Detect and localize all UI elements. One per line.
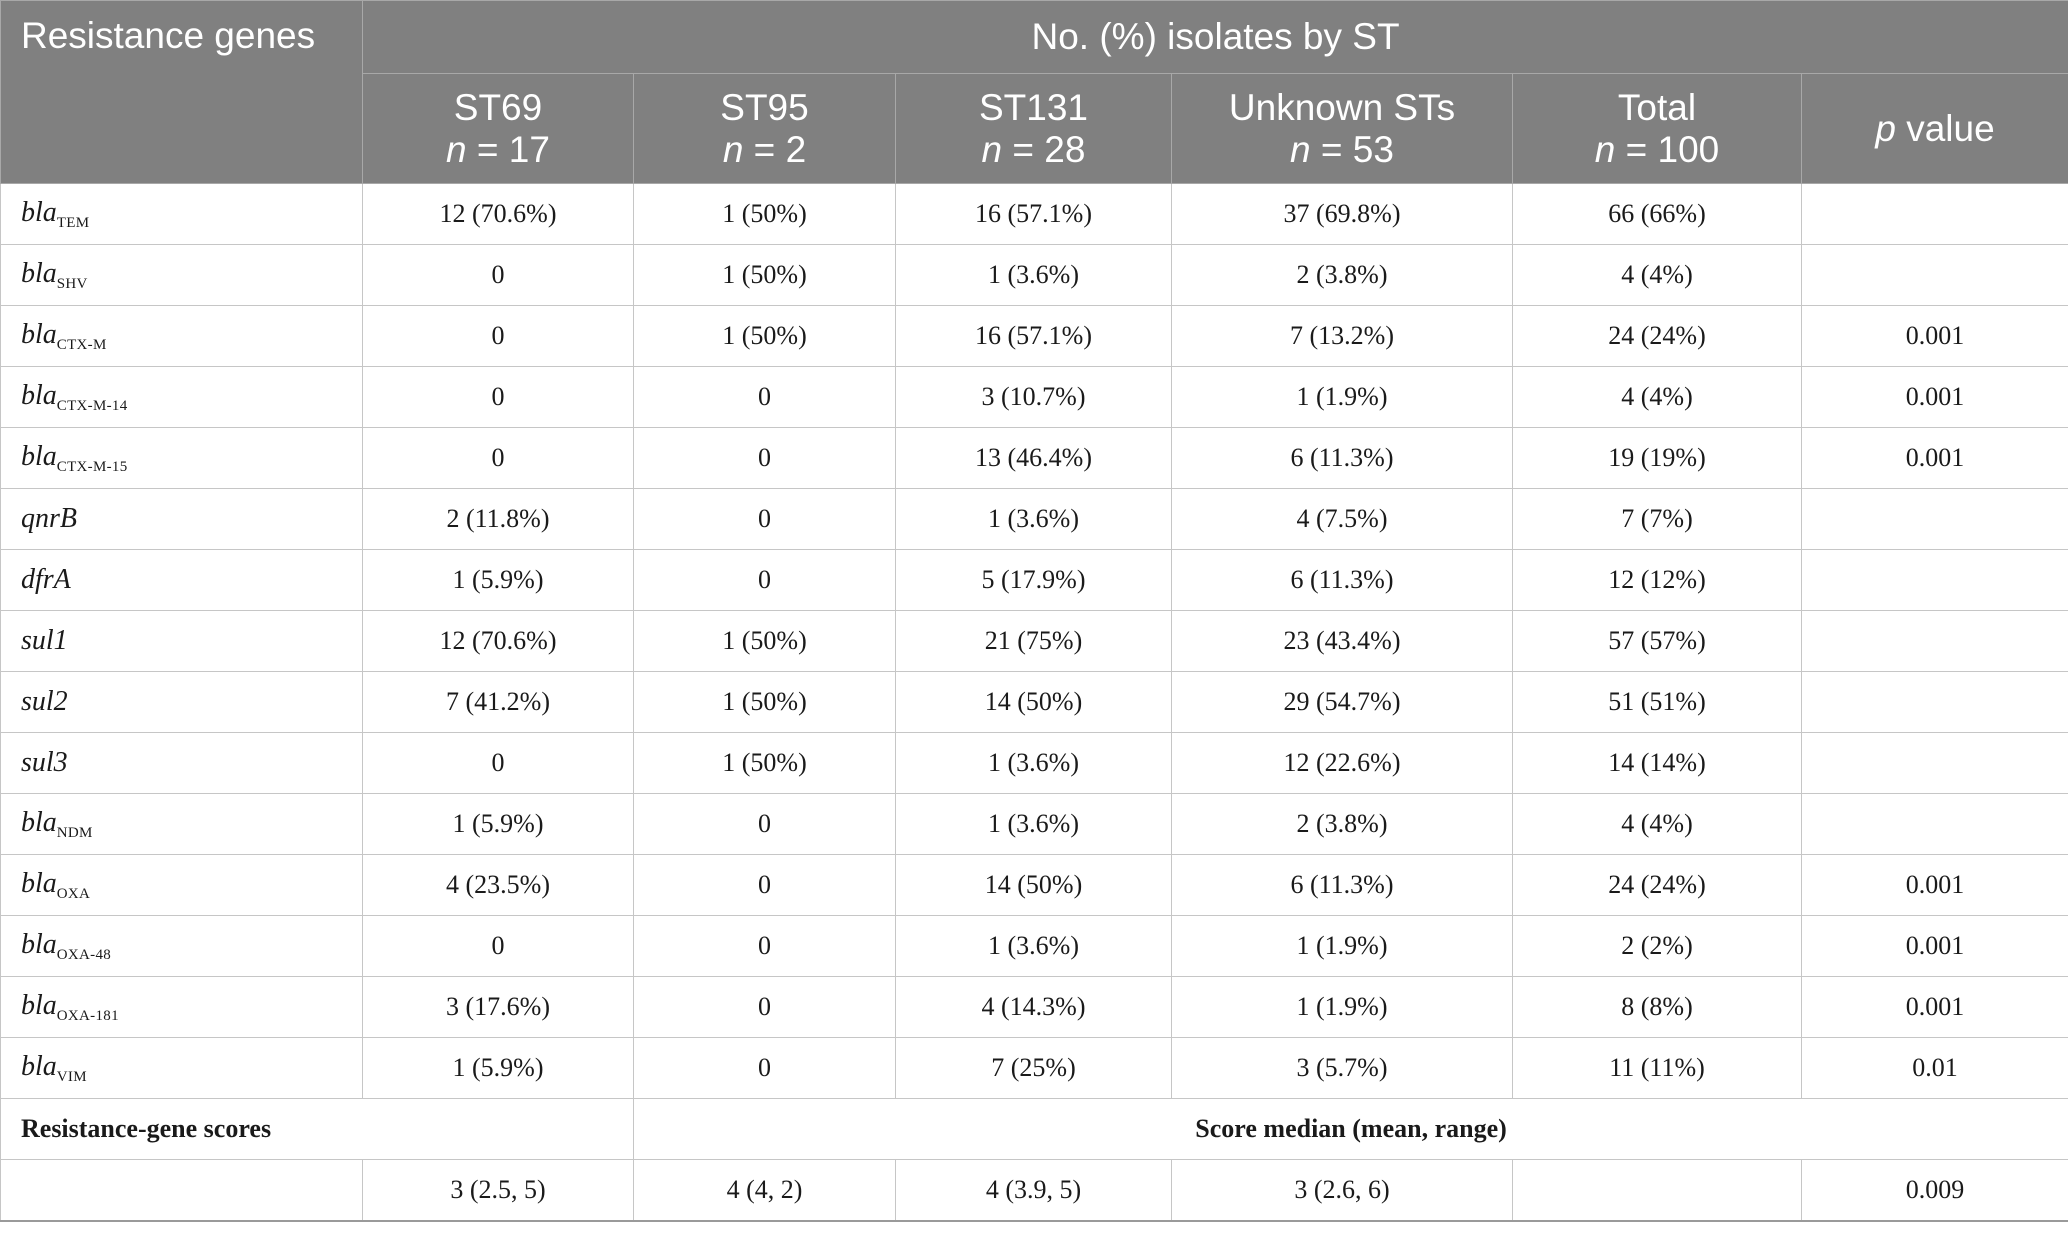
score-median-label: Score median (mean, range) (634, 1099, 2068, 1160)
cell-p-value (1802, 611, 2068, 672)
cell-unknown-sts: 37 (69.8%) (1172, 184, 1513, 245)
cell-st131: 21 (75%) (896, 611, 1172, 672)
cell-unknown-sts: 23 (43.4%) (1172, 611, 1513, 672)
score-cell-label (1, 1160, 363, 1222)
gene-name-cell (1, 855, 363, 916)
cell-st69: 12 (70.6%) (363, 611, 634, 672)
score-cell-st69: 3 (2.5, 5) (363, 1160, 634, 1222)
cell-total: 8 (8%) (1513, 977, 1802, 1038)
gene-name: bla (21, 196, 57, 228)
gene-subscript: OXA-181 (56, 1007, 119, 1024)
gene-name-cell (1, 306, 363, 367)
cell-st69: 0 (363, 367, 634, 428)
gene-name: sul3 (21, 747, 68, 778)
cell-p-value (1802, 733, 2068, 794)
score-cell-st95: 4 (4, 2) (634, 1160, 896, 1222)
cell-unknown-sts: 3 (5.7%) (1172, 1038, 1513, 1099)
cell-st95: 1 (50%) (634, 184, 896, 245)
col-header-n: n = 2 (722, 128, 807, 170)
cell-total: 19 (19%) (1513, 428, 1802, 489)
cell-total: 2 (2%) (1513, 916, 1802, 977)
cell-total: 4 (4%) (1513, 367, 1802, 428)
gene-name: sul1 (21, 625, 68, 656)
cell-total: 7 (7%) (1513, 489, 1802, 550)
scores-label-row (1, 1099, 2068, 1160)
cell-st131: 14 (50%) (896, 672, 1172, 733)
gene-name-cell (1, 672, 363, 733)
cell-unknown-sts: 29 (54.7%) (1172, 672, 1513, 733)
table-row (1, 977, 2068, 1038)
gene-subscript: VIM (56, 1068, 87, 1085)
cell-p-value: 0.001 (1802, 306, 2068, 367)
cell-unknown-sts: 4 (7.5%) (1172, 489, 1513, 550)
col-header-name: Unknown STs (1228, 86, 1456, 128)
col-header-n: n = 100 (1594, 128, 1720, 170)
cell-total: 11 (11%) (1513, 1038, 1802, 1099)
gene-name-cell (1, 977, 363, 1038)
gene-subscript: NDM (56, 824, 93, 841)
col-header-name: ST131 (978, 86, 1088, 128)
gene-name-cell (1, 245, 363, 306)
table-row (1, 184, 2068, 245)
cell-unknown-sts: 2 (3.8%) (1172, 794, 1513, 855)
cell-st131: 5 (17.9%) (896, 550, 1172, 611)
gene-name: bla (21, 989, 57, 1021)
cell-st95: 1 (50%) (634, 245, 896, 306)
gene-name-cell (1, 794, 363, 855)
table-row (1, 1038, 2068, 1099)
cell-unknown-sts: 2 (3.8%) (1172, 245, 1513, 306)
cell-st69: 1 (5.9%) (363, 1038, 634, 1099)
table-row (1, 916, 2068, 977)
cell-st95: 0 (634, 489, 896, 550)
cell-st131: 16 (57.1%) (896, 306, 1172, 367)
table-row (1, 611, 2068, 672)
gene-name: bla (21, 440, 57, 472)
header-row-1 (1, 1, 2068, 74)
gene-name-cell (1, 733, 363, 794)
cell-st131: 1 (3.6%) (896, 489, 1172, 550)
gene-subscript: OXA (56, 885, 91, 902)
cell-st69: 4 (23.5%) (363, 855, 634, 916)
cell-p-value: 0.01 (1802, 1038, 2068, 1099)
table-body (1, 184, 2068, 1222)
cell-unknown-sts: 6 (11.3%) (1172, 550, 1513, 611)
cell-unknown-sts: 1 (1.9%) (1172, 977, 1513, 1038)
gene-name: sul2 (21, 686, 68, 717)
col-header-n: n = 17 (446, 128, 550, 170)
gene-subscript: CTX-M-14 (56, 397, 128, 414)
table-header (1, 1, 2068, 184)
cell-unknown-sts: 6 (11.3%) (1172, 428, 1513, 489)
cell-st95: 0 (634, 855, 896, 916)
table-row (1, 733, 2068, 794)
cell-p-value (1802, 672, 2068, 733)
gene-name: bla (21, 318, 57, 350)
col-header-st131 (896, 74, 1172, 184)
gene-name: bla (21, 379, 57, 411)
cell-p-value (1802, 489, 2068, 550)
table-row (1, 550, 2068, 611)
col-header-name: ST95 (720, 86, 809, 128)
col-header-st95 (634, 74, 896, 184)
table-row (1, 428, 2068, 489)
isolates-by-st-header: No. (%) isolates by ST (363, 1, 2068, 74)
gene-subscript: OXA-48 (56, 946, 112, 963)
cell-st69: 1 (5.9%) (363, 794, 634, 855)
cell-total: 51 (51%) (1513, 672, 1802, 733)
cell-st95: 0 (634, 428, 896, 489)
gene-name: bla (21, 257, 57, 289)
cell-st69: 0 (363, 245, 634, 306)
gene-name-cell (1, 1038, 363, 1099)
cell-st131: 1 (3.6%) (896, 733, 1172, 794)
cell-st131: 1 (3.6%) (896, 794, 1172, 855)
score-cell-p-value: 0.009 (1802, 1160, 2068, 1222)
table-row (1, 306, 2068, 367)
cell-st131: 13 (46.4%) (896, 428, 1172, 489)
gene-subscript: SHV (56, 275, 88, 292)
gene-subscript: CTX-M-15 (56, 458, 128, 475)
table-row (1, 489, 2068, 550)
gene-name-cell (1, 489, 363, 550)
cell-st95: 0 (634, 794, 896, 855)
cell-st95: 1 (50%) (634, 733, 896, 794)
gene-name: bla (21, 928, 57, 960)
cell-total: 24 (24%) (1513, 306, 1802, 367)
cell-st69: 0 (363, 306, 634, 367)
cell-st69: 1 (5.9%) (363, 550, 634, 611)
cell-st69: 0 (363, 916, 634, 977)
cell-p-value (1802, 245, 2068, 306)
col-header-n: n = 28 (981, 128, 1086, 170)
cell-total: 4 (4%) (1513, 245, 1802, 306)
cell-st95: 0 (634, 916, 896, 977)
cell-unknown-sts: 1 (1.9%) (1172, 916, 1513, 977)
resistance-gene-scores-label: Resistance-gene scores (1, 1099, 634, 1160)
cell-st95: 0 (634, 977, 896, 1038)
gene-name-cell (1, 550, 363, 611)
gene-name-cell (1, 367, 363, 428)
col-header-name: Total (1617, 86, 1697, 128)
gene-name: bla (21, 867, 57, 899)
col-header-st69 (363, 74, 634, 184)
cell-total: 24 (24%) (1513, 855, 1802, 916)
score-cell-unknown-sts: 3 (2.6, 6) (1172, 1160, 1513, 1222)
cell-st95: 0 (634, 367, 896, 428)
cell-st131: 4 (14.3%) (896, 977, 1172, 1038)
table-row (1, 245, 2068, 306)
table-row (1, 672, 2068, 733)
table-row (1, 855, 2068, 916)
gene-name-cell (1, 184, 363, 245)
cell-unknown-sts: 6 (11.3%) (1172, 855, 1513, 916)
cell-st95: 0 (634, 550, 896, 611)
cell-st69: 7 (41.2%) (363, 672, 634, 733)
gene-name: bla (21, 1050, 57, 1082)
cell-unknown-sts: 12 (22.6%) (1172, 733, 1513, 794)
cell-st95: 1 (50%) (634, 306, 896, 367)
cell-unknown-sts: 7 (13.2%) (1172, 306, 1513, 367)
cell-st69: 12 (70.6%) (363, 184, 634, 245)
cell-total: 4 (4%) (1513, 794, 1802, 855)
gene-name: qnrB (21, 503, 77, 534)
col-header-unknown-sts (1172, 74, 1513, 184)
col-header-total (1513, 74, 1802, 184)
cell-st69: 0 (363, 733, 634, 794)
gene-subscript: TEM (56, 214, 90, 231)
cell-total: 14 (14%) (1513, 733, 1802, 794)
col-header-p-value: p value (1802, 74, 2068, 184)
cell-st131: 7 (25%) (896, 1038, 1172, 1099)
cell-p-value: 0.001 (1802, 855, 2068, 916)
table-row (1, 794, 2068, 855)
cell-p-value: 0.001 (1802, 367, 2068, 428)
cell-st95: 1 (50%) (634, 611, 896, 672)
cell-st95: 1 (50%) (634, 672, 896, 733)
scores-values-row (1, 1160, 2068, 1222)
cell-st131: 1 (3.6%) (896, 916, 1172, 977)
table-row (1, 367, 2068, 428)
cell-total: 66 (66%) (1513, 184, 1802, 245)
col-header-n: n = 53 (1290, 128, 1394, 170)
cell-p-value: 0.001 (1802, 916, 2068, 977)
gene-name: dfrA (21, 564, 71, 595)
cell-st131: 1 (3.6%) (896, 245, 1172, 306)
gene-name-cell (1, 916, 363, 977)
score-cell-st131: 4 (3.9, 5) (896, 1160, 1172, 1222)
cell-st131: 3 (10.7%) (896, 367, 1172, 428)
cell-total: 57 (57%) (1513, 611, 1802, 672)
cell-unknown-sts: 1 (1.9%) (1172, 367, 1513, 428)
cell-st131: 14 (50%) (896, 855, 1172, 916)
gene-name-cell (1, 428, 363, 489)
cell-st69: 2 (11.8%) (363, 489, 634, 550)
cell-st95: 0 (634, 1038, 896, 1099)
gene-subscript: CTX-M (56, 336, 107, 353)
cell-p-value: 0.001 (1802, 977, 2068, 1038)
cell-st69: 3 (17.6%) (363, 977, 634, 1038)
cell-st131: 16 (57.1%) (896, 184, 1172, 245)
cell-p-value: 0.001 (1802, 428, 2068, 489)
cell-total: 12 (12%) (1513, 550, 1802, 611)
gene-name: bla (21, 806, 57, 838)
cell-p-value (1802, 794, 2068, 855)
cell-st69: 0 (363, 428, 634, 489)
resistance-genes-header: Resistance genes (1, 1, 363, 184)
col-header-name: ST69 (453, 86, 543, 128)
cell-p-value (1802, 184, 2068, 245)
score-cell-total (1513, 1160, 1802, 1222)
cell-p-value (1802, 550, 2068, 611)
gene-name-cell (1, 611, 363, 672)
